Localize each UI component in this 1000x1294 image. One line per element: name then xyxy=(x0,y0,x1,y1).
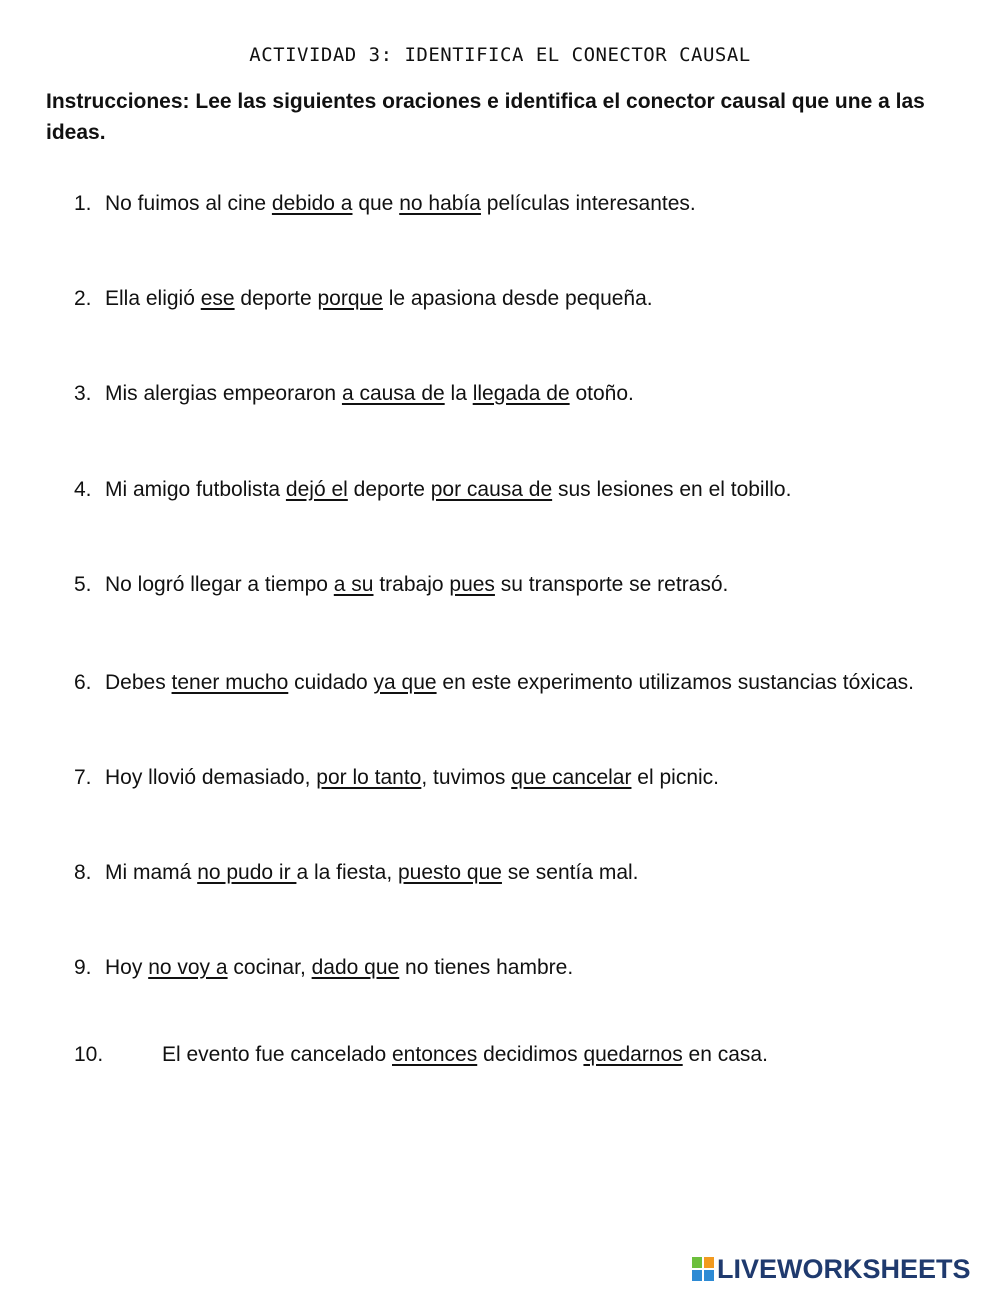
underlined-phrase: llegada de xyxy=(472,382,570,405)
underlined-phrase: a causa de xyxy=(341,382,445,405)
underlined-phrase: entonces xyxy=(392,1043,478,1066)
question-text: Debes tener mucho cuidado ya que en este experimento utilizamos sustancias tóxicas. xyxy=(105,671,914,694)
question-2 xyxy=(74,283,954,314)
underlined-phrase: pues xyxy=(449,573,495,596)
underlined-phrase: que cancelar xyxy=(511,766,632,789)
underlined-phrase: porque xyxy=(317,287,383,310)
question-text: No fuimos al cine debido a que no había películas interesantes. xyxy=(105,192,696,215)
question-number: 3. xyxy=(74,382,92,405)
question-10 xyxy=(74,1039,954,1070)
question-text: Hoy llovió demasiado, por lo tanto, tuvimos que cancelar el picnic. xyxy=(105,766,720,789)
question-3 xyxy=(74,378,954,409)
question-number: 5. xyxy=(74,573,92,596)
question-text: Hoy no voy a cocinar, dado que no tienes hambre. xyxy=(105,956,574,979)
underlined-phrase: dado que xyxy=(311,956,400,979)
underlined-phrase: por lo tanto xyxy=(316,766,422,789)
question-number: 6. xyxy=(74,671,92,694)
underlined-phrase: debido a xyxy=(271,192,353,215)
question-9 xyxy=(74,952,954,983)
question-number: 1. xyxy=(74,192,92,215)
question-number: 8. xyxy=(74,861,92,884)
question-1 xyxy=(74,188,954,219)
question-number: 7. xyxy=(74,766,92,789)
underlined-phrase: por causa de xyxy=(430,478,553,501)
question-text: Mi mamá no pudo ir a la fiesta, puesto que se sentía mal. xyxy=(105,861,639,884)
underlined-phrase: quedarnos xyxy=(583,1043,683,1066)
liveworksheets-logo-icon xyxy=(692,1257,714,1281)
question-number: 10. xyxy=(74,1043,104,1066)
instructions: Instrucciones: Lee las siguientes oraciones e identifica el conector causal que une a las ideas. xyxy=(46,90,925,144)
question-5 xyxy=(74,569,954,600)
question-number: 9. xyxy=(74,956,92,979)
question-text: Ella eligió ese deporte porque le apasiona desde pequeña. xyxy=(105,287,653,310)
question-number: 4. xyxy=(74,478,92,501)
underlined-phrase: dejó el xyxy=(285,478,348,501)
underlined-phrase: tener mucho xyxy=(171,671,289,694)
question-text: Mis alergias empeoraron a causa de la llegada de otoño. xyxy=(105,382,634,405)
underlined-phrase: ya que xyxy=(373,671,437,694)
question-number: 2. xyxy=(74,287,92,310)
page-title: ACTIVIDAD 3: IDENTIFICA EL CONECTOR CAUSAL xyxy=(249,44,751,66)
question-8 xyxy=(74,857,954,888)
question-7 xyxy=(74,762,954,793)
question-text: El evento fue cancelado entonces decidimos quedarnos en casa. xyxy=(162,1043,768,1066)
question-text: Mi amigo futbolista dejó el deporte por causa de sus lesiones en el tobillo. xyxy=(105,478,792,501)
underlined-phrase: no voy a xyxy=(148,956,228,979)
underlined-phrase: ese xyxy=(200,287,235,310)
question-4 xyxy=(74,474,954,505)
underlined-phrase: no había xyxy=(399,192,481,215)
liveworksheets-logo xyxy=(692,1254,971,1284)
question-text: No logró llegar a tiempo a su trabajo pues su transporte se retrasó. xyxy=(105,573,729,596)
question-6 xyxy=(74,667,954,698)
underlined-phrase: puesto que xyxy=(398,861,502,884)
underlined-phrase: a su xyxy=(333,573,374,596)
logo-text: LIVEWORKSHEETS xyxy=(717,1253,971,1284)
underlined-phrase: no pudo ir xyxy=(197,861,297,884)
